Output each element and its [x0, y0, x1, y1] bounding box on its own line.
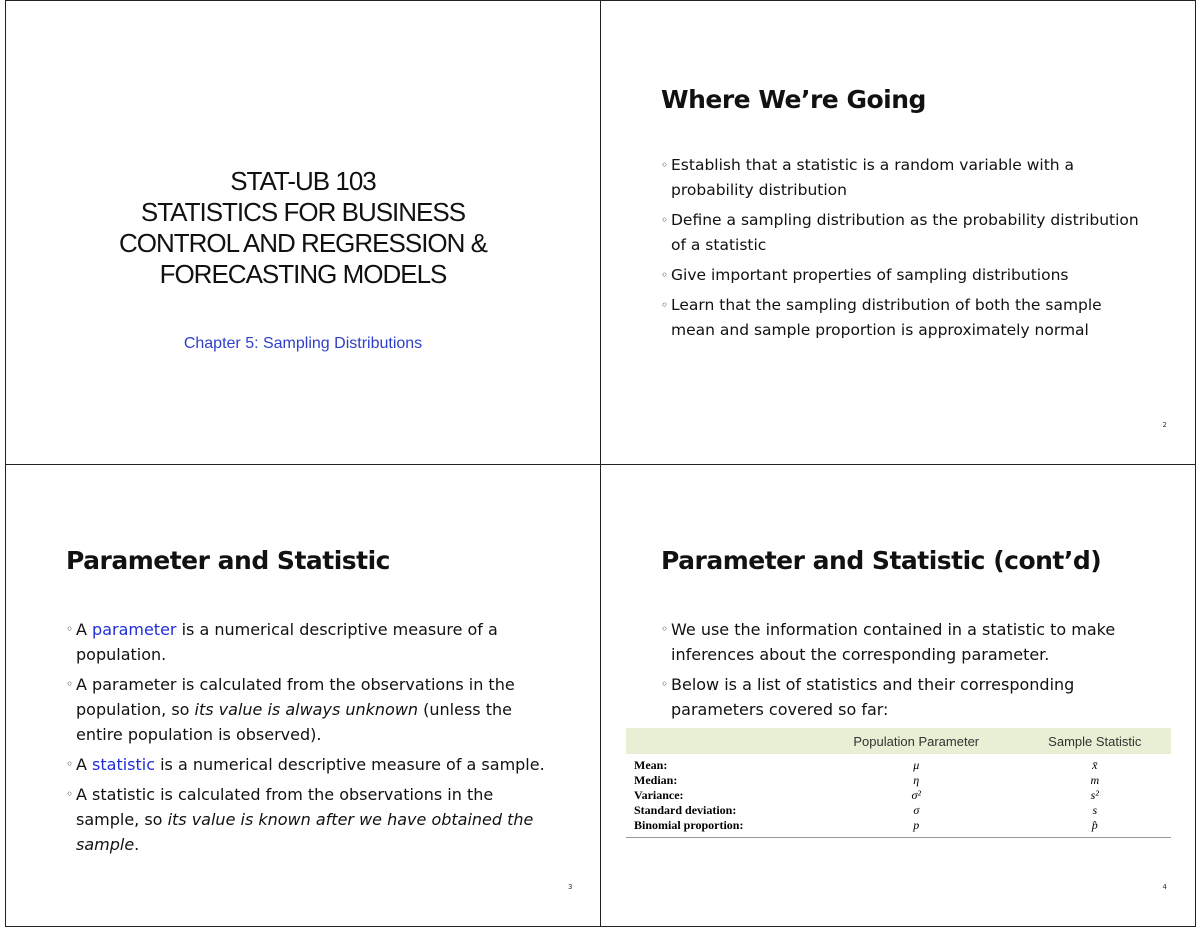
bullet-text: Give important properties of sampling distributions	[671, 266, 1069, 284]
table-row	[626, 754, 1171, 773]
bullet-text: Define a sampling distribution as the probability distribution of a statistic	[671, 211, 1139, 254]
bullet-icon: ◦	[661, 268, 669, 282]
row-label: Standard deviation:	[634, 803, 737, 817]
bullet-text: Below is a list of statistics and their corresponding parameters covered so far:	[671, 675, 1075, 719]
parameter-symbol: p	[814, 818, 1019, 838]
bullet-item	[661, 617, 1131, 667]
parameter-symbol: η	[913, 773, 920, 787]
bullet-item	[66, 752, 546, 777]
parameter-symbol: σ	[913, 803, 920, 817]
bullet-text: We use the information contained in a statistic to make inferences about the corresponding parameter.	[671, 620, 1116, 664]
bullet-item	[661, 208, 1141, 258]
row-label: Median:	[634, 773, 678, 787]
bullet-text: is a numerical descriptive measure of a sample.	[155, 755, 545, 774]
row-label: Binomial proportion:	[626, 818, 814, 838]
chapter-subtitle: Chapter 5: Sampling Distributions	[183, 335, 423, 352]
table-row	[626, 773, 1171, 788]
bullet-text: Establish that a statistic is a random variable with a probability distribution	[671, 156, 1075, 199]
bullet-text: A	[76, 620, 93, 639]
slide-4-parameter-and-statistic-contd	[600, 464, 1196, 927]
bullet-text: is a numerical descriptive measure of a population.	[76, 620, 498, 664]
row-label: Mean:	[634, 758, 668, 772]
course-title-line: CONTROL AND REGRESSION &	[119, 228, 487, 258]
bullet-icon: ◦	[661, 622, 669, 636]
bullet-list	[66, 617, 546, 862]
bullet-text: (unless the entire population is observed).	[76, 700, 512, 744]
statistic-symbol: p̂	[1019, 818, 1171, 838]
bullet-item	[66, 617, 546, 667]
bullet-icon: ◦	[661, 677, 669, 691]
table-header-cell	[626, 728, 814, 754]
bullet-icon: ◦	[661, 213, 669, 227]
table-header-cell: Sample Statistic	[1019, 728, 1171, 754]
bullet-icon: ◦	[661, 158, 669, 172]
row-label: Variance:	[634, 788, 684, 802]
bullet-icon: ◦	[66, 757, 74, 771]
parameter-symbol: σ²	[911, 788, 922, 802]
slide-heading: Parameter and Statistic (cont’d)	[661, 546, 1102, 575]
slide-3-parameter-and-statistic	[5, 464, 601, 927]
bullet-item	[66, 782, 546, 857]
course-title-line: STAT-UB 103	[230, 166, 376, 196]
bullet-icon: ◦	[66, 677, 74, 691]
slide-heading: Parameter and Statistic	[66, 546, 390, 575]
bullet-list	[661, 153, 1141, 348]
slide-1-title	[5, 0, 601, 465]
slide-heading: Where We’re Going	[661, 85, 926, 114]
table-row	[626, 788, 1171, 803]
bullet-item	[661, 263, 1141, 288]
bullet-icon: ◦	[66, 622, 74, 636]
term-parameter: parameter	[92, 620, 177, 639]
page-number: 4	[1162, 883, 1167, 891]
page-number: 2	[1162, 421, 1167, 429]
table-row	[626, 818, 1171, 838]
parameter-statistic-table	[626, 728, 1171, 838]
course-title	[6, 166, 600, 290]
slide-2-where-were-going	[600, 0, 1196, 465]
bullet-text: Learn that the sampling distribution of both the sample mean and sample proportion is approximately normal	[671, 296, 1102, 339]
statistic-symbol: m	[1090, 773, 1100, 787]
bullet-icon: ◦	[661, 298, 669, 312]
bullet-item	[661, 672, 1131, 722]
page-number: 3	[568, 883, 573, 891]
bullet-text: A parameter is calculated from the observations in the population, so	[76, 675, 515, 719]
bullet-text: A	[76, 755, 93, 774]
course-title-line: STATISTICS FOR BUSINESS	[140, 197, 466, 227]
term-statistic: statistic	[92, 755, 156, 774]
table-row	[626, 803, 1171, 818]
bullet-item	[661, 293, 1141, 343]
bullet-icon: ◦	[66, 787, 74, 801]
emphasis-text: its value is always unknown	[194, 700, 419, 719]
bullet-text: A statistic is calculated from the observations in the sample, so	[76, 785, 494, 829]
bullet-text: .	[134, 835, 140, 854]
course-title-line: FORECASTING MODELS	[159, 259, 447, 289]
statistic-symbol: s	[1092, 803, 1098, 817]
bullet-list	[661, 617, 1131, 727]
table-header-row	[626, 728, 1171, 754]
table-header-cell: Population Parameter	[814, 728, 1019, 754]
statistic-symbol: x̄	[1092, 758, 1098, 772]
emphasis-text: its value is known after we have obtained the sample	[76, 810, 534, 854]
parameter-symbol: μ	[913, 758, 920, 772]
statistic-symbol: s²	[1090, 788, 1099, 802]
bullet-item	[661, 153, 1141, 203]
bullet-item	[66, 672, 546, 747]
